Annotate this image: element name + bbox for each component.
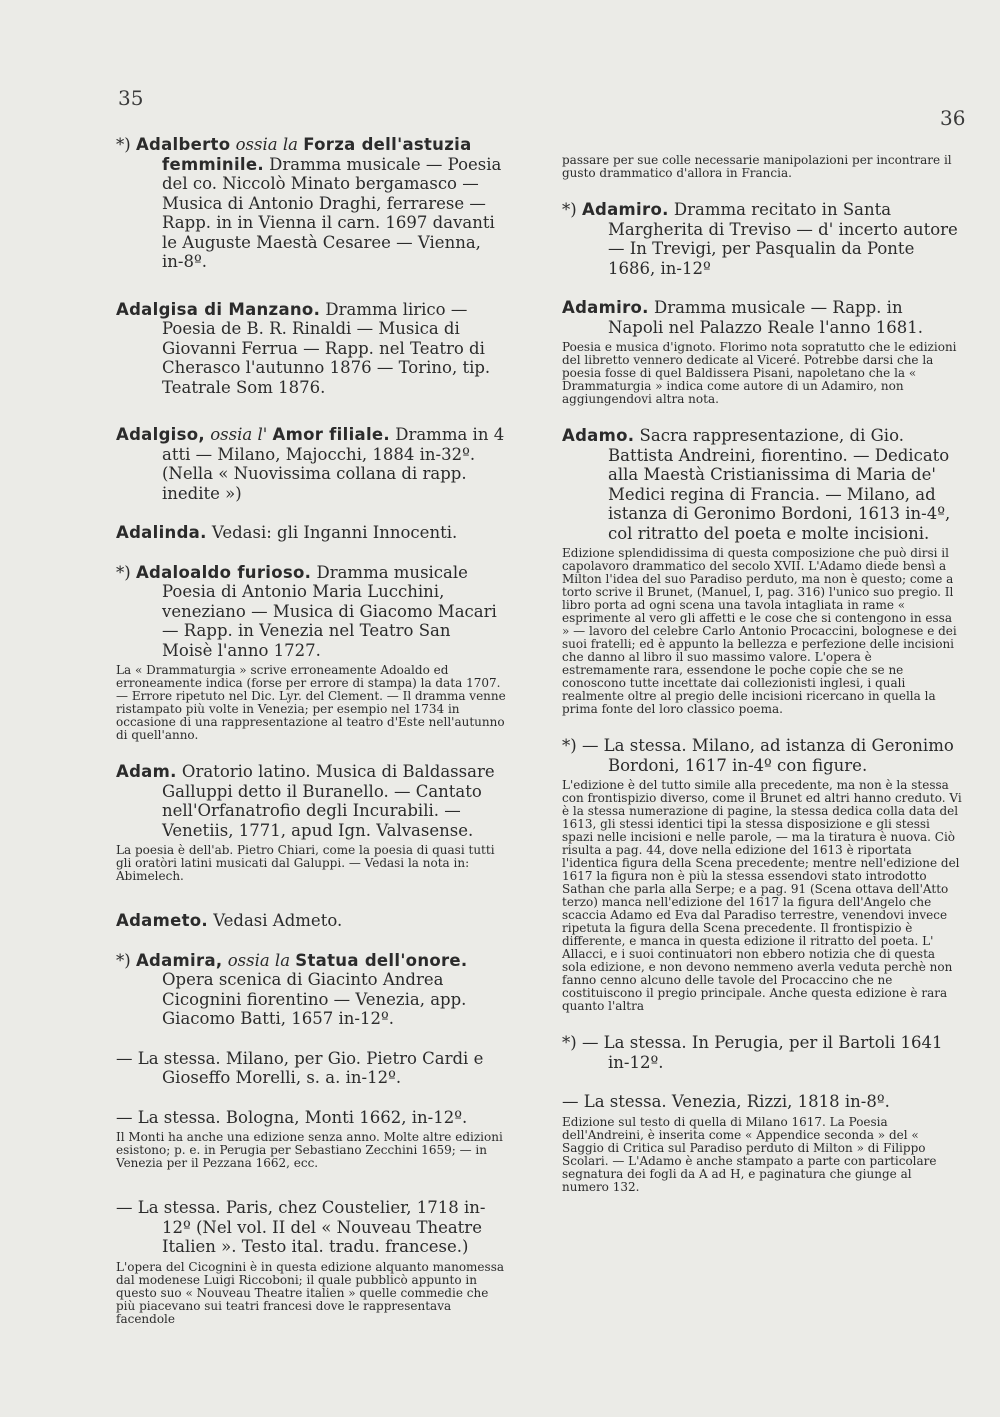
- entry-body: Opera scenica di Giacinto Andrea Cicognini fiorentino — Venezia, app. Giacomo Batti, 1657 in-12º.: [162, 970, 467, 1028]
- headword: Adamiro.: [562, 298, 649, 317]
- entry-text: [116, 1049, 506, 1088]
- connector: ossia l': [204, 425, 273, 444]
- entry-text: [562, 1092, 962, 1112]
- entry-body: — La stessa. In Perugia, per il Bartoli 1641 in-12º.: [581, 1033, 943, 1072]
- entry-text: [116, 300, 506, 398]
- entry-adamo-venezia: [562, 1092, 962, 1194]
- entry-body: Vedasi: gli Inganni Innocenti.: [206, 523, 458, 542]
- star-mark: *): [116, 562, 136, 582]
- entry-adalgiso: [116, 425, 506, 503]
- entry-adalinda: [116, 523, 506, 543]
- entry-text: [116, 1198, 506, 1257]
- entry-adamira: [116, 951, 506, 1029]
- entry-body: Dramma musicale Poesia di Antonio Maria Lucchini, veneziano — Musica di Giacomo Macari — Rapp. in Venezia nel Teatro San Moisè l'anno 1727.: [162, 562, 497, 660]
- headword: Adalberto: [135, 135, 231, 154]
- connector: ossia la: [222, 950, 296, 970]
- star-mark: *): [562, 1033, 582, 1052]
- entry-adamira-bologna: [116, 1108, 506, 1171]
- entry-body: Dramma musicale — Poesia del co. Niccolò Minato bergamasco — Musica di Antonio Draghi, ferrarese — Rapp. in in Vienna il carn. 1697 davanti le Auguste Maestà Cesaree — Vienna, in-8º.: [162, 154, 502, 271]
- entry-body: Sacra rappresentazione, di Gio. Battista Andreini, fiorentino. — Dedicato alla Maestà Cristianissima di Maria de' Medici regina di Francia. — Milano, ad istanza di Geronimo Bordoni, 1613 in-4º, col ritratto del poeta e molte incisioni.: [608, 426, 951, 543]
- entry-adamira-milano: [116, 1049, 506, 1088]
- headword-secondary: Statua dell'onore.: [295, 950, 468, 970]
- entry-body: — La stessa. Bologna, Monti 1662, in-12º.: [116, 1107, 468, 1127]
- entry-text: [116, 911, 506, 931]
- entry-note: Poesia e musica d'ignoto. Florimo nota sopratutto che le edizioni del libretto vennero dedicate al Viceré. Potrebbe darsi che la poesia fosse di quel Baldissera Pisani, napoletano che la « Drammaturgia » indica come autore di un Adamiro, non aggiungendovi altra nota.: [562, 340, 957, 406]
- headword: Adameto.: [116, 911, 208, 930]
- star-mark: *): [116, 135, 136, 154]
- entry-continued-note: [562, 154, 962, 180]
- entry-body: — La stessa. Venezia, Rizzi, 1818 in-8º.: [562, 1092, 890, 1111]
- headword: Adamira,: [135, 950, 223, 970]
- entry-text: [562, 200, 962, 278]
- headword: Adamiro.: [581, 200, 669, 219]
- entry-adalberto: [116, 135, 506, 272]
- entry-adam: [116, 762, 506, 883]
- entry-body: Dramma in 4 atti — Milano, Majocchi, 1884 in-32º. (Nella « Nuovissima collana di rapp. inedite »): [162, 425, 505, 503]
- page-number-right: 36: [940, 106, 966, 130]
- entry-adamira-paris: [116, 1198, 506, 1326]
- headword-secondary: Amor filiale.: [272, 425, 390, 444]
- entry-adamo-1617: [562, 736, 962, 1013]
- entry-adamo: [562, 426, 962, 716]
- entry-text: [116, 425, 506, 503]
- connector: ossia la: [230, 135, 304, 154]
- entry-note: Edizione splendidissima di questa composizione che può dirsi il capolavoro drammatico del secolo XVII. L'Adamo diede bensì a Milton l'idea del suo Paradiso perduto, ma non è questo; come a torto scrive il Brunet, (Manuel, I, pag. 316) l'unico suo pregio. Il libro porta ad ogni scena una tavola intagliata in rame « esprimente al vero gli affetti e le cose che si contengono in essa » — lavoro del celebre Carlo Antonio Procaccini, bolognese e dei suoi fratelli; ed è appunto la bellezza e perfezione delle incisioni che danno al libro il suo massimo valore. L'opera è estremamente rara, essendone le poche copie che se ne conoscono tutte incettate dai collezionisti inglesi, i quali realmente oltre al pregio delle incisioni ricercano in quella la prima fonte del loro classico poema.: [562, 546, 957, 716]
- headword: Adamo.: [562, 426, 635, 445]
- left-column: [116, 135, 506, 1346]
- entry-text: [562, 426, 962, 543]
- entry-note: Edizione sul testo di quella di Milano 1617. La Poesia dell'Andreini, è inserita come « Appendice seconda » del « Saggio di Critica sul Paradiso perduto di Milton » di Filippo Scolari. — L'Adamo è anche stampato a parte con particolare segnatura dei fogli da A ad H, e paginatura che giunge al numero 132.: [562, 1114, 937, 1194]
- headword: Adam.: [116, 762, 177, 781]
- star-mark: *): [562, 200, 582, 219]
- entry-body: Vedasi Admeto.: [208, 911, 343, 930]
- headword: Adalgiso,: [116, 425, 205, 444]
- entry-text: [562, 736, 962, 775]
- entry-note: passare per sue colle necessarie manipolazioni per incontrare il gusto drammatico d'allora in Francia.: [562, 153, 952, 180]
- entry-text: [116, 1108, 506, 1128]
- entry-body: — La stessa. Paris, chez Coustelier, 1718 in-12º (Nel vol. II del « Nouveau Theatre Italien ». Testo ital. tradu. francese.): [116, 1198, 486, 1256]
- entry-text: [116, 523, 506, 543]
- entry-body: — La stessa. Milano, per Gio. Pietro Cardi e Gioseffo Morelli, s. a. in-12º.: [116, 1048, 484, 1087]
- entry-text: [562, 298, 962, 337]
- entry-note: L'opera del Cicognini è in questa edizione alquanto manomessa dal modenese Luigi Riccoboni; il quale pubblicò appunto in questo suo « Nouveau Theatre italien » quelle commedie che più piacevano sui teatri francesi dove le rappresentava facendole: [116, 1259, 505, 1326]
- entry-adameto: [116, 911, 506, 931]
- right-column: [562, 150, 962, 1214]
- entry-adaloaldo: [116, 563, 506, 743]
- entry-body: — La stessa. Milano, ad istanza di Geronimo Bordoni, 1617 in-4º con figure.: [581, 736, 954, 775]
- entry-text: [116, 762, 506, 840]
- entry-note: Il Monti ha anche una edizione senza anno. Molte altre edizioni esistono; p. e. in Perugia per Sebastiano Zecchini 1659; — in Venezia per il Pezzana 1662, ecc.: [116, 1130, 503, 1170]
- entry-note: La poesia è dell'ab. Pietro Chiari, come la poesia di quasi tutti gli oratòri latini musicati dal Galuppi. — Vedasi la nota in: Abimelech.: [116, 843, 495, 883]
- entry-body: Dramma recitato in Santa Margherita di Treviso — d' incerto autore — In Trevigi, per Pasqualin da Ponte 1686, in-12º: [608, 200, 958, 278]
- headword: Adalgisa di Manzano.: [116, 299, 321, 319]
- headword: Adaloaldo furioso.: [135, 562, 312, 582]
- star-mark: *): [562, 736, 582, 755]
- entry-text: [116, 563, 506, 661]
- entry-text: [116, 951, 506, 1029]
- entry-body: Oratorio latino. Musica di Baldassare Galluppi detto il Buranello. — Cantato nell'Orfanatrofio degli Incurabili. — Venetiis, 1771, apud Ign. Valvasense.: [162, 762, 495, 840]
- headword: Adalinda.: [116, 523, 207, 542]
- page-number-left: 35: [118, 86, 144, 110]
- entry-body: Dramma lirico — Poesia de B. R. Rinaldi — Musica di Giovanni Ferrua — Rapp. nel Teatro di Cherasco l'autunno 1876 — Torino, tip. Teatrale Som 1876.: [162, 299, 491, 397]
- entry-text: [116, 135, 506, 272]
- entry-note: L'edizione è del tutto simile alla precedente, ma non è la stessa con frontispizio diverso, come il Brunet ed altri hanno creduto. Vi è la stessa numerazione di pagine, la stessa dedica colla data del 1613, gli stessi identici tipi la stessa disposizione e gli stessi spazi nelle incisioni e nelle parole, — ma la tiratura è nuova. Ciò risulta a pag. 44, dove nella edizione del 1613 è riportata l'identica figura della Scena precedente; mentre nell'edizione del 1617 la figura non è più la stessa essendovi stato introdotto Sathan che parla alla Serpe; e a pag. 91 (Scena ottava dell'Atto terzo) manca nell'edizione del 1617 la figura dell'Angelo che scaccia Adamo ed Eva dal Paradiso terrestre, venendovi invece ripetuta la figura della Scena precedente. Il frontispizio è differente, e manca in questa edizione il ritratto del poeta. L' Allacci, e i suoi continuatori non ebbero notizia che di questa sola edizione, e non devono nemmeno averla veduta perchè non fanno cenno alcuno delle tavole del Procaccino che ne costituiscono il pregio principale. Anche questa edizione è rara quanto l'altra: [562, 778, 962, 1013]
- entry-note: La « Drammaturgia » scrive erroneamente Adoaldo ed erroneamente indica (forse per errore di stampa) la data 1707. — Errore ripetuto nel Dic. Lyr. del Clement. — Il dramma venne ristampato più volte in Venezia; per esempio nel 1734 in occasione di una rappresentazione al teatro d'Este nell'autunno di quell'anno.: [116, 663, 506, 742]
- entry-adalgisa: [116, 300, 506, 398]
- entry-body: Dramma musicale — Rapp. in Napoli nel Palazzo Reale l'anno 1681.: [608, 298, 923, 337]
- entry-adamiro-treviso: [562, 200, 962, 278]
- entry-adamiro-napoli: [562, 298, 962, 406]
- entry-text: [562, 1033, 962, 1072]
- headword-secondary: Forza dell'astuzia femminile.: [162, 135, 472, 174]
- entry-adamo-perugia: [562, 1033, 962, 1072]
- star-mark: *): [116, 950, 136, 970]
